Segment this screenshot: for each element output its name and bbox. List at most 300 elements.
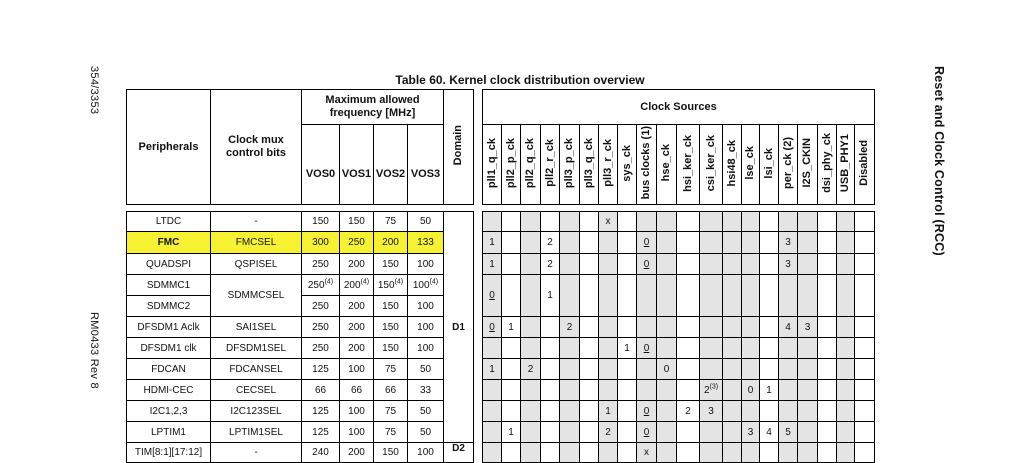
footnote-ref: (3) bbox=[709, 383, 719, 391]
source-cell bbox=[779, 401, 798, 422]
source-cell bbox=[483, 422, 502, 443]
header-vos0: VOS0 bbox=[302, 125, 340, 205]
source-cell: 1 bbox=[483, 254, 502, 275]
header-source-5 bbox=[580, 125, 599, 205]
source-cell: 2 bbox=[541, 232, 560, 254]
mux-cell: - bbox=[211, 212, 302, 232]
frequency-cell: 50 bbox=[408, 359, 444, 380]
frequency-cell: 125 bbox=[302, 422, 340, 443]
source-cell bbox=[837, 338, 855, 359]
source-cell bbox=[723, 232, 742, 254]
mux-cell: I2C123SEL bbox=[211, 401, 302, 422]
source-cell: 0 bbox=[483, 275, 502, 317]
source-cell: 1 bbox=[618, 338, 637, 359]
source-cell bbox=[599, 232, 618, 254]
source-cell bbox=[855, 443, 875, 463]
peripheral-cell: HDMI-CEC bbox=[127, 380, 211, 401]
source-cell bbox=[742, 212, 760, 232]
source-cell bbox=[837, 317, 855, 338]
source-cell bbox=[560, 275, 580, 317]
header-source-1 bbox=[502, 125, 521, 205]
source-cell bbox=[560, 254, 580, 275]
source-cell bbox=[700, 212, 723, 232]
source-cell bbox=[657, 401, 677, 422]
source-cell bbox=[521, 401, 541, 422]
source-cell bbox=[742, 317, 760, 338]
source-cell bbox=[677, 338, 700, 359]
column-gap bbox=[474, 401, 483, 422]
source-cell bbox=[502, 338, 521, 359]
peripheral-cell: LTDC bbox=[127, 212, 211, 232]
column-gap bbox=[474, 443, 483, 463]
source-label: pll2_q_ck bbox=[524, 137, 536, 189]
source-cell: 0 bbox=[483, 317, 502, 338]
source-cell bbox=[521, 212, 541, 232]
source-label: hsi_ker_ck bbox=[681, 134, 694, 192]
mux-cell: FMCSEL bbox=[211, 232, 302, 254]
mux-cell: DFSDM1SEL bbox=[211, 338, 302, 359]
source-cell bbox=[657, 317, 677, 338]
source-cell bbox=[779, 338, 798, 359]
source-cell bbox=[723, 380, 742, 401]
mux-cell: SAI1SEL bbox=[211, 317, 302, 338]
frequency-cell: 100 bbox=[408, 296, 444, 317]
header-source-18 bbox=[837, 125, 855, 205]
frequency-cell: 100 bbox=[408, 338, 444, 359]
frequency-cell: 150 bbox=[374, 317, 408, 338]
source-cell: 3 bbox=[742, 422, 760, 443]
source-cell bbox=[657, 254, 677, 275]
column-gap bbox=[474, 359, 483, 380]
source-cell bbox=[677, 422, 700, 443]
mux-cell: QSPISEL bbox=[211, 254, 302, 275]
source-cell bbox=[580, 380, 599, 401]
header-source-4 bbox=[560, 125, 580, 205]
table-row bbox=[127, 232, 875, 254]
source-cell bbox=[580, 443, 599, 463]
source-cell bbox=[798, 443, 818, 463]
source-cell bbox=[760, 401, 779, 422]
source-cell bbox=[818, 275, 837, 317]
source-label: sys_ck bbox=[620, 144, 633, 182]
source-label: pll3_q_ck bbox=[582, 137, 595, 189]
source-cell: 1 bbox=[599, 401, 618, 422]
source-cell bbox=[760, 338, 779, 359]
frequency-cell: 200 bbox=[340, 317, 374, 338]
header-source-9 bbox=[657, 125, 677, 205]
source-cell bbox=[837, 359, 855, 380]
source-cell bbox=[521, 443, 541, 463]
source-cell bbox=[541, 212, 560, 232]
source-cell bbox=[541, 401, 560, 422]
source-cell bbox=[779, 380, 798, 401]
source-cell bbox=[677, 317, 700, 338]
source-cell bbox=[599, 317, 618, 338]
header-source-15 bbox=[779, 125, 798, 205]
header-peripherals: Peripherals bbox=[127, 90, 211, 205]
header-source-2 bbox=[521, 125, 541, 205]
source-cell bbox=[798, 338, 818, 359]
frequency-cell: 300 bbox=[302, 232, 340, 254]
footnote-ref: (4) bbox=[360, 278, 370, 286]
frequency-cell: 133 bbox=[408, 232, 444, 254]
frequency-cell: 240 bbox=[302, 443, 340, 463]
peripheral-cell: FDCAN bbox=[127, 359, 211, 380]
source-cell bbox=[723, 317, 742, 338]
column-gap bbox=[474, 232, 483, 254]
source-cell bbox=[580, 317, 599, 338]
source-value: 2 bbox=[703, 384, 710, 396]
source-cell bbox=[637, 275, 657, 317]
source-cell bbox=[700, 317, 723, 338]
peripheral-cell: DFSDM1 clk bbox=[127, 338, 211, 359]
source-cell bbox=[837, 232, 855, 254]
source-cell bbox=[855, 380, 875, 401]
source-cell bbox=[541, 380, 560, 401]
frequency-value: 200 bbox=[343, 279, 361, 291]
source-cell bbox=[560, 359, 580, 380]
frequency-cell: 150 bbox=[302, 212, 340, 232]
source-cell: 0 bbox=[742, 380, 760, 401]
frequency-cell: 75 bbox=[374, 422, 408, 443]
domain-cell: D2 bbox=[444, 443, 474, 463]
source-cell bbox=[723, 254, 742, 275]
frequency-cell: 150 bbox=[374, 338, 408, 359]
source-label: bus clocks (1) bbox=[640, 126, 652, 200]
source-cell bbox=[837, 275, 855, 317]
source-cell bbox=[798, 232, 818, 254]
source-label: pll2_p_ck bbox=[504, 137, 517, 189]
source-cell bbox=[779, 212, 798, 232]
source-cell bbox=[855, 275, 875, 317]
source-cell bbox=[502, 380, 521, 401]
source-cell bbox=[723, 338, 742, 359]
frequency-cell: 100 bbox=[340, 359, 374, 380]
source-cell bbox=[560, 338, 580, 359]
source-cell bbox=[700, 338, 723, 359]
source-cell: 2 bbox=[541, 254, 560, 275]
source-cell bbox=[618, 317, 637, 338]
source-cell bbox=[760, 443, 779, 463]
frequency-cell: 66 bbox=[374, 380, 408, 401]
table-row bbox=[127, 338, 875, 359]
source-label: hse_ck bbox=[660, 144, 672, 182]
frequency-cell: 200 bbox=[340, 338, 374, 359]
source-cell bbox=[618, 212, 637, 232]
source-cell bbox=[837, 380, 855, 401]
header-source-8 bbox=[637, 125, 657, 205]
source-cell bbox=[723, 212, 742, 232]
source-cell bbox=[818, 254, 837, 275]
frequency-cell: 250 bbox=[302, 317, 340, 338]
source-cell bbox=[483, 443, 502, 463]
source-cell bbox=[560, 232, 580, 254]
frequency-cell: 200 bbox=[340, 254, 374, 275]
frequency-cell bbox=[374, 275, 408, 296]
source-cell: 4 bbox=[779, 317, 798, 338]
peripheral-cell: FMC bbox=[127, 232, 211, 254]
source-cell bbox=[723, 359, 742, 380]
source-cell bbox=[657, 443, 677, 463]
frequency-cell: 125 bbox=[302, 401, 340, 422]
source-cell bbox=[677, 359, 700, 380]
source-cell: 0 bbox=[637, 401, 657, 422]
source-cell: 4 bbox=[760, 422, 779, 443]
source-cell: 3 bbox=[779, 254, 798, 275]
column-gap bbox=[474, 254, 483, 275]
source-cell bbox=[483, 212, 502, 232]
frequency-value: 100 bbox=[412, 279, 430, 291]
frequency-cell: 100 bbox=[340, 422, 374, 443]
source-cell bbox=[677, 212, 700, 232]
source-cell bbox=[818, 443, 837, 463]
source-cell: 3 bbox=[798, 317, 818, 338]
source-cell bbox=[723, 275, 742, 317]
mux-cell: CECSEL bbox=[211, 380, 302, 401]
source-cell bbox=[798, 254, 818, 275]
source-cell bbox=[742, 232, 760, 254]
page-number: 354/3353 bbox=[88, 66, 100, 115]
frequency-cell bbox=[302, 275, 340, 296]
source-label: I2S_CKIN bbox=[801, 138, 813, 188]
header-vos3: VOS3 bbox=[408, 125, 444, 205]
mux-cell: - bbox=[211, 443, 302, 463]
source-cell bbox=[637, 212, 657, 232]
column-gap bbox=[474, 90, 483, 205]
source-cell bbox=[700, 254, 723, 275]
source-cell bbox=[502, 275, 521, 317]
frequency-cell bbox=[408, 275, 444, 296]
frequency-cell: 33 bbox=[408, 380, 444, 401]
frequency-cell: 100 bbox=[340, 401, 374, 422]
mux-cell: LPTIM1SEL bbox=[211, 422, 302, 443]
column-gap bbox=[474, 205, 483, 212]
document-revision: RM0433 Rev 8 bbox=[88, 312, 100, 389]
source-cell bbox=[541, 422, 560, 443]
source-cell bbox=[483, 338, 502, 359]
source-cell bbox=[521, 232, 541, 254]
source-cell bbox=[618, 232, 637, 254]
frequency-cell: 200 bbox=[340, 443, 374, 463]
frequency-cell: 50 bbox=[408, 212, 444, 232]
source-cell: 2 bbox=[521, 359, 541, 380]
source-cell bbox=[521, 338, 541, 359]
header-max-frequency: Maximum allowed frequency [MHz] bbox=[302, 90, 444, 125]
source-cell bbox=[618, 422, 637, 443]
source-cell bbox=[855, 317, 875, 338]
source-cell bbox=[779, 359, 798, 380]
frequency-cell: 150 bbox=[374, 443, 408, 463]
source-cell bbox=[855, 232, 875, 254]
source-cell bbox=[855, 254, 875, 275]
source-cell bbox=[723, 422, 742, 443]
source-cell bbox=[742, 401, 760, 422]
frequency-cell: 66 bbox=[302, 380, 340, 401]
header-clock-mux: Clock mux control bits bbox=[211, 90, 302, 205]
source-label: USB_PHY1 bbox=[839, 133, 851, 193]
source-label: lse_ck bbox=[744, 146, 756, 180]
source-cell bbox=[760, 254, 779, 275]
source-cell bbox=[798, 275, 818, 317]
source-cell bbox=[855, 422, 875, 443]
source-cell bbox=[760, 212, 779, 232]
source-cell bbox=[700, 359, 723, 380]
footnote-ref: (4) bbox=[394, 278, 404, 286]
spacer bbox=[127, 205, 444, 212]
spacer bbox=[483, 205, 875, 212]
table-row bbox=[127, 359, 875, 380]
source-cell bbox=[637, 359, 657, 380]
source-cell bbox=[677, 254, 700, 275]
source-cell bbox=[502, 359, 521, 380]
peripheral-cell: I2C1,2,3 bbox=[127, 401, 211, 422]
table-row bbox=[127, 401, 875, 422]
frequency-cell: 200 bbox=[374, 232, 408, 254]
header-source-0 bbox=[483, 125, 502, 205]
source-cell bbox=[700, 422, 723, 443]
source-cell bbox=[483, 380, 502, 401]
peripheral-cell: LPTIM1 bbox=[127, 422, 211, 443]
source-cell bbox=[580, 422, 599, 443]
source-label: lsi_ck bbox=[762, 147, 775, 179]
source-cell: 1 bbox=[502, 317, 521, 338]
source-cell: 0 bbox=[637, 422, 657, 443]
frequency-cell: 66 bbox=[340, 380, 374, 401]
peripheral-cell: SDMMC1 bbox=[127, 275, 211, 296]
source-cell bbox=[798, 401, 818, 422]
header-source-14 bbox=[760, 125, 779, 205]
source-cell: 5 bbox=[779, 422, 798, 443]
table-caption: Table 60. Kernel clock distribution overview bbox=[395, 73, 645, 87]
source-cell bbox=[855, 212, 875, 232]
source-cell: 0 bbox=[637, 232, 657, 254]
source-cell bbox=[580, 359, 599, 380]
source-cell bbox=[521, 254, 541, 275]
source-cell bbox=[502, 232, 521, 254]
header-source-7 bbox=[618, 125, 637, 205]
source-cell bbox=[657, 212, 677, 232]
source-cell bbox=[818, 359, 837, 380]
source-cell bbox=[798, 359, 818, 380]
header-source-12 bbox=[723, 125, 742, 205]
source-cell bbox=[779, 275, 798, 317]
source-cell bbox=[560, 401, 580, 422]
source-cell bbox=[637, 380, 657, 401]
header-source-16 bbox=[798, 125, 818, 205]
source-cell bbox=[541, 443, 560, 463]
source-cell bbox=[855, 401, 875, 422]
table-row bbox=[127, 443, 875, 463]
source-cell bbox=[855, 359, 875, 380]
header-source-17 bbox=[818, 125, 837, 205]
source-cell bbox=[677, 232, 700, 254]
source-cell bbox=[837, 254, 855, 275]
source-cell bbox=[502, 212, 521, 232]
source-cell bbox=[599, 443, 618, 463]
source-cell bbox=[618, 275, 637, 317]
column-gap bbox=[474, 317, 483, 338]
peripheral-cell: QUADSPI bbox=[127, 254, 211, 275]
source-cell: 2 bbox=[677, 401, 700, 422]
source-cell bbox=[618, 380, 637, 401]
frequency-cell: 250 bbox=[340, 232, 374, 254]
source-cell bbox=[521, 317, 541, 338]
source-cell bbox=[560, 380, 580, 401]
source-cell: 1 bbox=[760, 380, 779, 401]
source-cell: 2 bbox=[560, 317, 580, 338]
source-cell bbox=[637, 317, 657, 338]
source-label: pll3_r_ck bbox=[601, 139, 614, 187]
source-cell: 3 bbox=[700, 401, 723, 422]
table-row bbox=[127, 254, 875, 275]
frequency-value: 150 bbox=[377, 279, 395, 291]
table-row bbox=[127, 275, 875, 296]
source-cell bbox=[657, 275, 677, 317]
section-title: Reset and Clock Control (RCC) bbox=[932, 66, 946, 256]
source-label: Disabled bbox=[858, 140, 870, 186]
mux-cell: FDCANSEL bbox=[211, 359, 302, 380]
frequency-cell: 75 bbox=[374, 401, 408, 422]
source-cell bbox=[560, 212, 580, 232]
peripheral-cell: DFSDM1 Aclk bbox=[127, 317, 211, 338]
source-cell bbox=[798, 422, 818, 443]
source-cell bbox=[541, 317, 560, 338]
source-cell bbox=[779, 443, 798, 463]
source-label: pll3_p_ck bbox=[563, 137, 575, 189]
source-cell bbox=[599, 380, 618, 401]
mux-cell: SDMMCSEL bbox=[211, 275, 302, 317]
source-cell bbox=[855, 338, 875, 359]
table-row bbox=[127, 422, 875, 443]
frequency-cell bbox=[340, 275, 374, 296]
source-cell bbox=[618, 359, 637, 380]
source-cell bbox=[599, 254, 618, 275]
source-cell: 1 bbox=[483, 359, 502, 380]
frequency-cell: 75 bbox=[374, 212, 408, 232]
source-cell: x bbox=[599, 212, 618, 232]
spacer bbox=[444, 205, 474, 212]
header-source-19 bbox=[855, 125, 875, 205]
source-cell bbox=[742, 338, 760, 359]
source-cell: 1 bbox=[502, 422, 521, 443]
source-cell bbox=[742, 254, 760, 275]
source-cell bbox=[580, 232, 599, 254]
source-cell bbox=[657, 232, 677, 254]
frequency-cell: 50 bbox=[408, 422, 444, 443]
frequency-cell: 50 bbox=[408, 401, 444, 422]
frequency-value: 250 bbox=[307, 279, 325, 291]
header-domain bbox=[444, 90, 474, 205]
source-cell bbox=[618, 254, 637, 275]
peripheral-cell: SDMMC2 bbox=[127, 296, 211, 317]
frequency-cell: 200 bbox=[340, 296, 374, 317]
source-cell bbox=[560, 422, 580, 443]
source-label: dsi_phy_ck bbox=[820, 133, 833, 193]
source-cell bbox=[541, 359, 560, 380]
header-clock-sources: Clock Sources bbox=[483, 90, 875, 125]
frequency-cell: 250 bbox=[302, 338, 340, 359]
source-cell: 2 bbox=[599, 422, 618, 443]
frequency-cell: 150 bbox=[374, 254, 408, 275]
column-gap bbox=[474, 275, 483, 296]
source-cell bbox=[657, 422, 677, 443]
source-cell bbox=[657, 380, 677, 401]
source-cell bbox=[742, 359, 760, 380]
frequency-cell: 100 bbox=[408, 443, 444, 463]
domain-label: Domain bbox=[452, 125, 464, 166]
table-row bbox=[127, 317, 875, 338]
source-cell bbox=[818, 338, 837, 359]
